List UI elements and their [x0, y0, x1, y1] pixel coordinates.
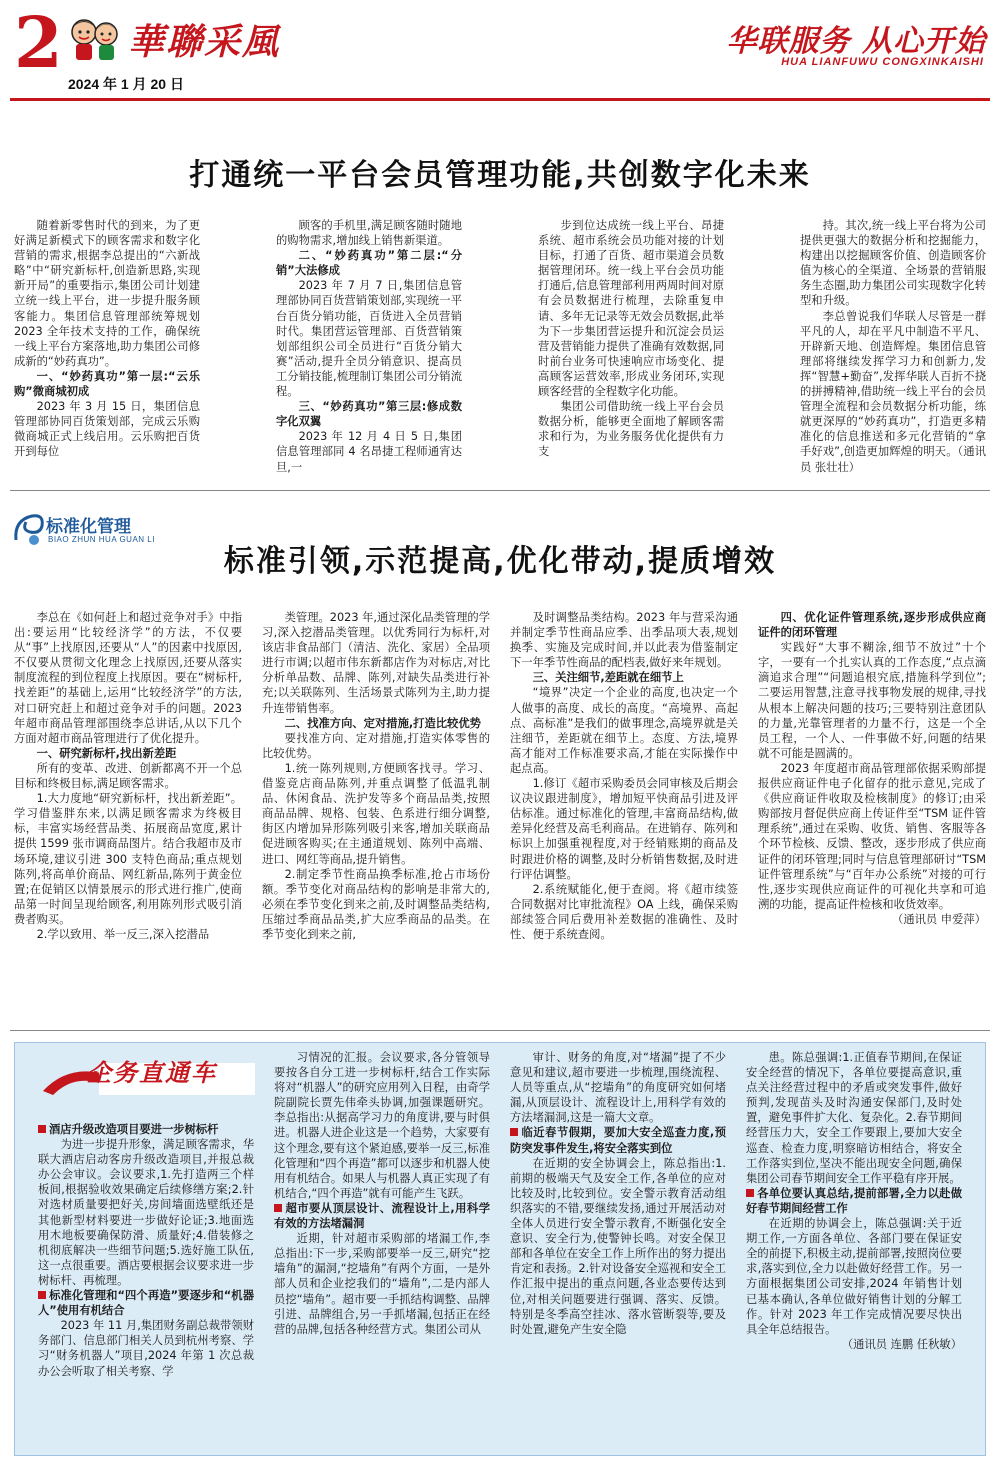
- paragraph: 及时调整品类结构。2023 年与营采沟通并制定季节性商品应季、出季品项大表,规划换季、实施及完成时间,并以此表为借鉴制定下一年季节性商品的配档表,做好来年规划。: [510, 611, 738, 670]
- paragraph: “境界”决定一个企业的高度,也决定一个人做事的高度、成长的高度。“高境界、高起点、高标准”是我们的做事理念,高境界就是关注细节，差距就在细节上。态度、方法,境界高才能对工作标准要求高,才能在实际操作中起点高。: [510, 686, 738, 775]
- subheading: 三、“妙药真功”第三层:修成数字化双翼: [276, 400, 462, 429]
- subheading: 临近春节假期，要加大安全巡查力度,预防突发事件发生,将安全落实到位: [510, 1126, 726, 1155]
- paragraph: 1.修订《超市采购委员会同审核及后期会议决议跟进制度》，增加短平快商品引进及评估标准。通过标准化的管理,丰富商品结构,做差异化经营及高毛利商品。在进销存、陈列和标识上加强重视程度,对于经销账期的商品及时跟进价格的调整,及时分析销售数据,及时进行评估调整。: [510, 777, 738, 881]
- page-number: 2: [14, 1, 63, 84]
- paragraph: 实践好“大事不糊涂,细节不放过”十个字，一要有一个扎实认真的工作态度,“点点滴滴追求合理”“问题追根究底,措施科学到位”;二要运用智慧,注意寻找事物发展的规律,寻找从根本上解决问题的技巧;三要特别注意团队的力量,光靠管理者的力量不行，这是一个全员工程，一个人、一件事做不好,问题的结果就不可能是圆满的。: [758, 641, 986, 760]
- enterprise-column: [510, 1050, 726, 1448]
- section-badge-title: 标准化管理: [46, 517, 131, 537]
- paragraph: 李总在《如何赶上和超过竞争对手》中指出:要运用“比较经济学”的方法，不仅要从“事”上找原因,还要从“人”的因素中找原因,不仅要从贯彻文化理念上找原因,还要从落实制度流程的到位程度上找原因。要在“树标杆,找差距”的基础上,运用“比较经济学”的方法,对口研究赶上和超过竞争对手的问题。2023 年超市商品管理部围绕李总讲话,从以下几个方面对超市商品管理进行了优化提升。: [14, 611, 242, 745]
- subheading: 超市要从顶层设计、流程设计上,用科学有效的方法堵漏洞: [274, 1201, 490, 1231]
- paragraph: 2023 年 12 月 4 日 5 日,集团信息管理部同 4 名昂捷工程师通宵达旦,一: [276, 430, 462, 474]
- paragraph: 2023 年度超市商品管理部依据采购部提报供应商证件电子化留存的批示意见,完成了《供应商证件收取及检核制度》的修订;由采购部按月督促供应商上传证件至“TSM 证件管理系统”,通过在采购、收货、销售、客服等各个环节检核、反馈、整改，逐步形成了供应商证件的闭环管理;同时与信息管理部研讨“TSM 证件管理系统”与“百年办公系统”对接的可行性,逐步实现供应商证件的可视化共享和可追溯的功能，提高证件检核和收货效率。: [758, 761, 986, 911]
- subheading: 一、“妙药真功”第一层:“云乐购”微商城初成: [14, 369, 200, 399]
- paragraph: 2023 年 7 月 7 日,集团信息管理部协同百货营销策划部,实现统一平台百货分销功能，百货进入全员营销时代。集团营运管理部、百货营销策划部组织公司全员进行“百货分销大赛”活动,提升全员分销意识、提高员工分销技能,梳理制订集团公司分销流程。: [276, 279, 462, 399]
- paragraph: 审计、财务的角度,对“堵漏”提了不少意见和建议,超市要进一步梳理,围绕流程、人员等重点,从“挖墙角”的角度研究如何堵漏,从顶层设计、流程设计上,用科学有效的方法堵漏洞,这是一篇大文章。: [510, 1051, 726, 1125]
- masthead-rule: [10, 98, 990, 101]
- byline: （通讯员 申爱萍）: [892, 912, 986, 926]
- article1-column: [276, 218, 462, 474]
- paragraph: 类管理。2023 年,通过深化品类管理的学习,深入挖潜品类管理。以优秀同行为标杆,对该店非食品部门（清洁、洗化、家居）全品项进行市调;以超市伟东新都店作为对标店,对比分析单品数、品牌、陈列,对缺失品类进行补充;以关联陈列、生活场景式陈列为主,助力提升连带销售率。: [262, 611, 490, 715]
- paragraph: 2.学以致用、举一反三,深入挖潜品: [36, 927, 210, 941]
- paragraph: 顾客的手机里,满足顾客随时随地的购物需求,增加线上销售新渠道。: [276, 219, 462, 248]
- paper-name: 華聯采風: [128, 21, 281, 63]
- subheading: 各单位要认真总结,提前部署,全力以赴做好春节期间经营工作: [746, 1186, 962, 1215]
- paragraph: 为进一步提升形象，满足顾客需求，华联大酒店启动客房升级改造项目,并报总裁办公会审议。会议要求,1.先打造两三个样板间,根据验收效果确定后续修缮方案;2.针对选材质量要把好关,房间墙面选壁纸还是其他新型材料要进一步做好论证;3.地面选用木地板要确保防滑、质量好;4.借装修之机彻底解决一些细节问题;5.选好施工队伍,这一点很重要。酒店要根据会议要求进一步树标杆、再梳理。: [38, 1138, 254, 1287]
- paragraph: 1.统一陈列规则,方便顾客找寻。学习、借鉴竞店商品陈列,并重点调整了低温乳制品、休闲食品、洗护发等多个商品品类,按照商品品牌、规格、包装、色系进行细分调整,街区内增加异形陈列吸引来客,增加关联商品促进顾客购买;在主通道规划、陈列中高端、进口、网红等商品,提升销售。: [262, 761, 490, 866]
- paragraph: 习情况的汇报。会议要求,各分管领导要按各自分工进一步树标杆,结合工作实际将对“机器人”的研究应用列入日程，由奇学院副院长贾先伟牵头协调,加强课题研究。李总指出:从据高学习力的角度讲,要与时俱进。机器人进企业这是一个趋势，大家要有这个理念,要有这个紧迫感,要举一反三,标准化管理和“四个再造”都可以逐步和机器人使用有机结合。如果人与机器人真正实现了有机结合,“四个再造”就有可能产生飞跃。: [274, 1051, 490, 1200]
- slogan: 华联服务 从心开始: [726, 24, 986, 59]
- subheading: 二、找准方向、定对措施,打造比较优势: [284, 716, 481, 730]
- subheading: 四、优化证件管理系统,逐步形成供应商证件的闭环管理: [758, 611, 986, 640]
- paragraph: 2.制定季节性商品换季标准,抢占市场份额。季节变化对商品结构的影响是非常大的,必须在季节变化到来之前,及时调整品类结构,压缩过季商品品类,扩大应季商品的品类。在季节变化到来之前,: [262, 867, 490, 941]
- article2-column: [14, 610, 242, 1020]
- subheading: 酒店升级改造项目要进一步树标杆: [38, 1122, 254, 1137]
- article1-body: [14, 218, 986, 474]
- paragraph: 近期，针对超市采购部的堵漏工作,李总指出:下一步,采购部要举一反三,研究“挖墙角”的漏洞,“挖墙角”有两个方面，一是外部人员和企业挖我们的“墙角”,二是内部人员挖“墙角”。超市要一手抓结构调整、品牌引进、品牌组合,另一手抓堵漏,包括正在经营的品牌,包括各种经营方式。集团公司从: [274, 1232, 490, 1336]
- enterprise-column: [274, 1050, 490, 1448]
- article2-title: 标准引领,示范提高,优化带动,提质增效: [223, 544, 777, 579]
- paragraph: 集团公司借助统一线上平台会员数据分析，能够更全面地了解顾客需求和行为，为业务服务优化提供有力支: [538, 400, 724, 459]
- section-divider: [10, 490, 990, 491]
- article2-column: [510, 610, 738, 1020]
- article1-column: [14, 218, 200, 474]
- enterprise-column: [746, 1050, 962, 1448]
- enterprise-column: [38, 1122, 254, 1448]
- article1-title: 打通统一平台会员管理功能,共创数字化未来: [189, 158, 811, 193]
- mascot-kids-icon: [64, 14, 124, 64]
- section-divider: [10, 1030, 990, 1031]
- article2-column: [758, 610, 986, 1020]
- paragraph: 2.系统赋能化,便于查阅。将《超市续签合同数据对比审批流程》OA 上线，确保采购部续签合同后费用补差数据的准确性、及时性、便于系统查阅。: [510, 882, 738, 941]
- paragraph: 2023 年 11 月,集团财务副总裁带领财务部门、信息部门相关人员到杭州考察、学习“财务机器人”项目,2024 年第 1 次总裁办公会听取了相关考察、学: [38, 1319, 254, 1378]
- paragraph: 持。其次,统一线上平台将为公司提供更强大的数据分析和挖掘能力，构建出以挖掘顾客价值、创造顾客价值为核心的全渠道、全场景的营销服务生态圈,助力集团公司实现数字化转型和升级。: [800, 219, 986, 308]
- paragraph: 所有的变革、改进、创新都离不开一个总目标和终极目标,满足顾客需求。: [14, 761, 242, 791]
- paragraph: 2023 年 3 月 15 日，集团信息管理部协同百货策划部，完成云乐购微商城正式上线启用。云乐购把百货开到每位: [14, 400, 200, 459]
- article1-column: [538, 218, 724, 474]
- publication-date: 2024 年 1 月 20 日: [68, 76, 184, 92]
- masthead: [0, 0, 1000, 104]
- paragraph: 1.大力度地“研究新标杆，找出新差距”。学习借鉴胖东来,以满足顾客需求为终极目标，丰富实场经营品类、拓展商品宽度,累计提供 1599 张市调商品图片。结合我超市及市场环境,建议引进 300 支特色商品;重点规划陈列,将高单价商品、网红新品,陈列于黄金位置;在促销区以情景展示的形式进行推广,使商品第一时间呈现给顾客,利用陈列形式吸引消费者购买。: [14, 792, 242, 926]
- paragraph: 在近期的安全协调会上，陈总指出:1.前期的极端天气及安全工作,各单位的应对比较及时,比较到位。安全警示教育活动组织落实的不错,要继续发扬,通过开展活动对全体人员进行安全警示教育,不断强化安全意识、安全行为,使警钟长鸣。对安全保卫部和各单位在安全工作上所作出的努力提出肯定和表扬。2.针对设备安全巡视和安全工作汇报中提出的重点问题,各业态要传达到位,对相关问题要进行强调、落实、反馈。特别是冬季高空挂冰、落水管断裂等,要及时处置,避免产生安全隐: [510, 1156, 726, 1336]
- paragraph: 步到位达成统一线上平台、昂捷系统、超市系统会员功能对接的计划目标，打通了百货、超市渠道会员数据管理闭环。统一线上平台会员功能打通后,信息管理部利用两周时间对原有会员数据进行梳理，去除重复申请、多年无记录等无效会员数据,此举为下一步集团营运提升和沉淀会员运营及营销能力提供了准确有效数据,同时前台业务可快速响应市场变化、提高顾客运营效率,形成业务闭环,实现顾客经营的全程数字化功能。: [538, 219, 724, 399]
- subheading: 标准化管理和“四个再造”要逐步和“机器人”使用有机结合: [38, 1289, 254, 1318]
- article2-column: [262, 610, 490, 1020]
- subheading: 一、研究新标杆,找出新差距: [36, 746, 177, 760]
- article1-column: [800, 218, 986, 474]
- byline: （通讯员 连鹏 任秋敏）: [841, 1337, 962, 1351]
- slogan-pinyin: HUA LIANFUWU CONGXINKAISHI: [781, 56, 984, 68]
- paragraph: 要找准方向、定对措施,打造实体零售的比较优势。: [262, 731, 490, 760]
- subheading: 二、“妙药真功”第二层:“分销”大法修成: [276, 249, 462, 278]
- paragraph: 随着新零售时代的到来，为了更好满足新模式下的顾客需求和数字化营销的需求,根据李总提出的“六新战略”中“研究新标杆,创造新思路,实现新开局”的重要指示,集团公司计划建立统一线上平台，进一步提升服务顾客能力。集团信息管理部统筹规划 2023 全年技术支持的工作，确保统一线上平台方案落地,助力集团公司修成新的“妙药真功”。: [14, 219, 200, 368]
- subheading: 三、关注细节,差距就在细节上: [532, 671, 684, 685]
- enterprise-logo-text: 企务直通车: [87, 1058, 217, 1087]
- paragraph: 李总曾说我们华联人尽管是一群平凡的人，却在平凡中制造不平凡、开辟新天地、创造辉煌。集团信息管理部将继续发挥学习力和创新力,发挥“智慧+勤奋”,发挥华联人百折不挠的拼搏精神,借助统一线上平台的会员管理全流程和会员数据分析功能，练就更深厚的“妙药真功”，打造更多精准化的信息推送和多元化营销的“拿手好戏”,创造更加辉煌的明天。（通讯员 张壮壮）: [800, 309, 986, 474]
- paragraph: 患。陈总强调:1.正值春节期间,在保证安全经营的情况下，各单位要提高意识,重点关注经营过程中的矛盾或突发事件,做好预判,发现苗头及时沟通安保部门,及时处置，避免事件扩大化、复杂化。2.春节期间经营压力大，安全工作要跟上,要加大安全巡查、检查力度,明察暗访相结合，将安全工作落实到位,坚决不能出现安全问题,确保集团公司春节期间安全工作平稳有序开展。: [746, 1051, 962, 1185]
- article2-body: [14, 610, 986, 1020]
- paragraph: 在近期的协调会上，陈总强调:关于近期工作,一方面各单位、各部门要在保证安全的前提下,积极主动,提前部署,按照岗位要求,落实到位,全力以赴做好经营工作。另一方面根据集团公司安排,2024 年销售计划已基本确认,各单位做好销售计划的分解工作。针对 2023 年工作完成情况要尽快出具全年总结报告。: [746, 1217, 962, 1336]
- section-badge-pinyin: BIAO ZHUN HUA GUAN LI: [48, 535, 155, 544]
